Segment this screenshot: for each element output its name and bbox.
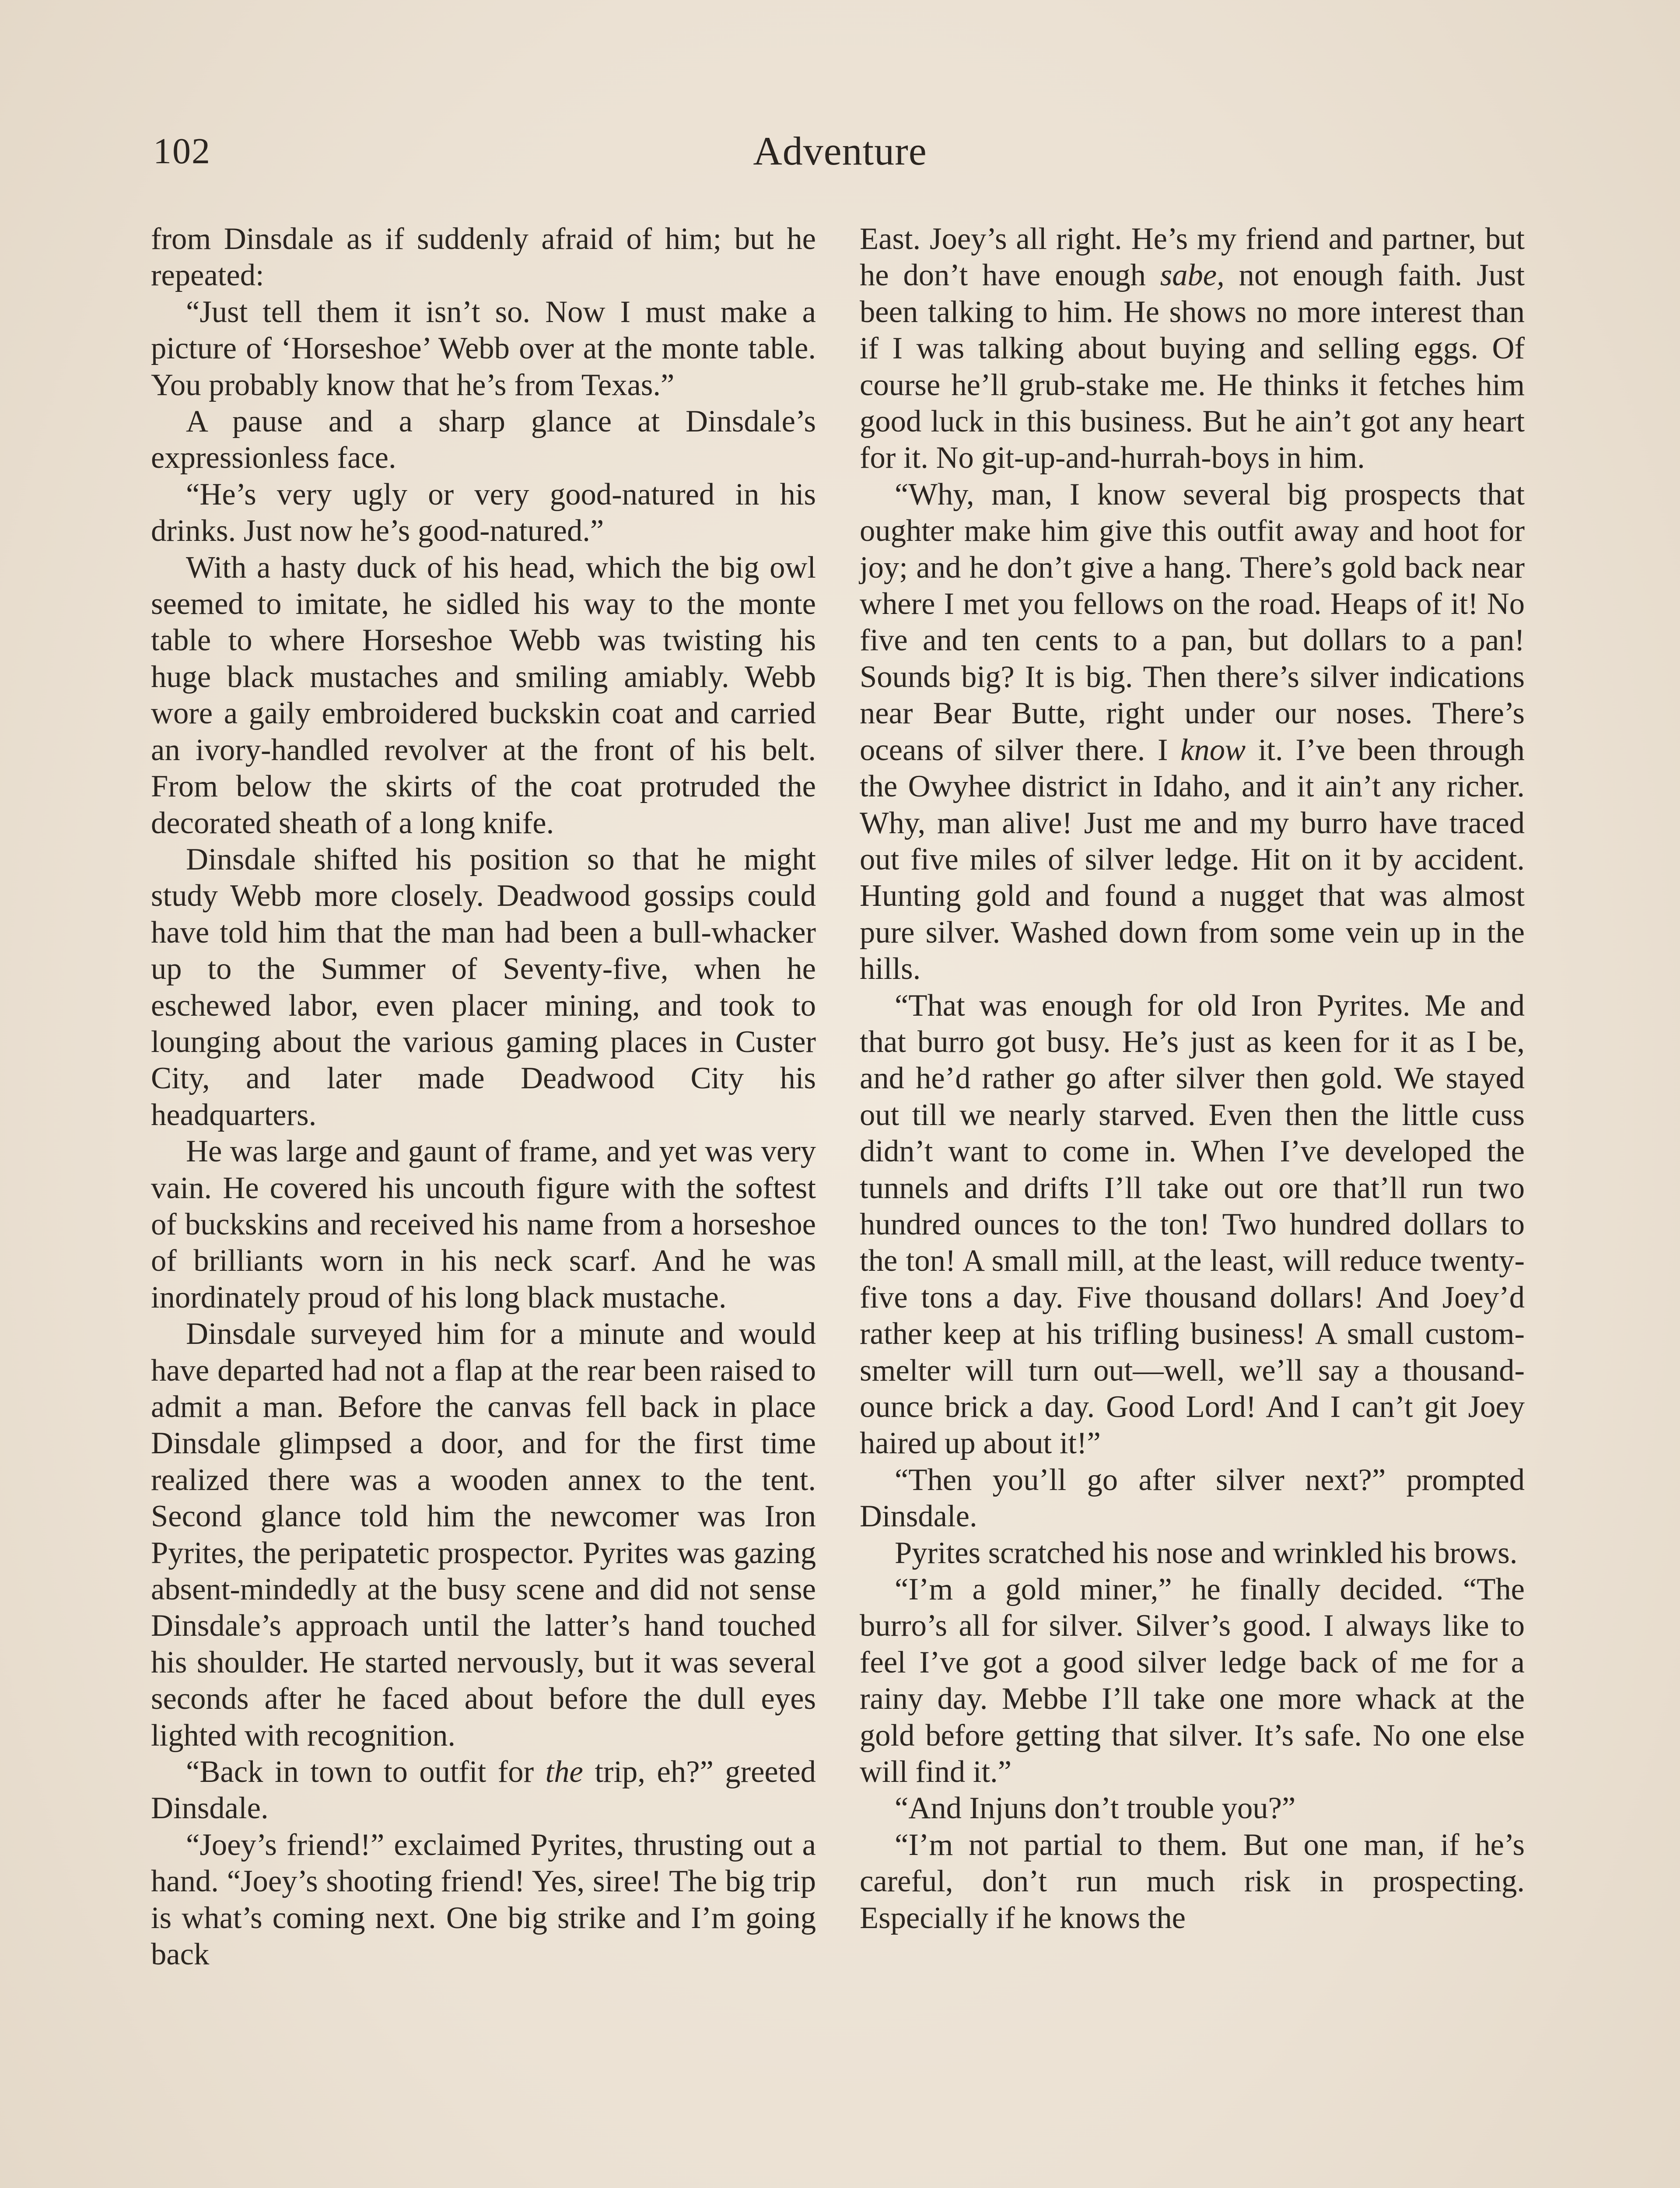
paragraph: [151, 1754, 816, 1827]
paragraph: With a hasty duck of his head, which the big owl seemed to imitate, he sidled his way to the monte table to where Horseshoe Webb was twisting his huge black mustaches and smiling amiably. Webb wore a gaily embroidered buckskin coat and carried an ivory-handled revolver at the front of his belt. From below the skirts of the coat protruded the decorated sheath of a long knife.: [151, 550, 816, 840]
paragraph: “I’m not partial to them. But one man, if he’s careful, don’t run much risk in prospecting. Especially if he knows the: [860, 1827, 1525, 1935]
text-run: it. I’ve been through the Owyhee district in Idaho, and it ain’t any richer. Why, man alive! Just me and my burro have traced out five miles of silver ledge. Hit on it by accident. Hunting gold and found a nugget that was almost pure silver. Washed down from some vein up in the hills.: [860, 733, 1525, 986]
paragraph: “Joey’s friend!” exclaimed Pyrites, thrusting out a hand. “Joey’s shooting friend! Yes, siree! The big trip is what’s coming next. One big strike and I’m going back: [151, 1827, 816, 1972]
left-column: [151, 221, 816, 1973]
italic-text: sabe,: [1160, 258, 1225, 293]
text-run: trip, eh?” greeted Dinsdale.: [151, 1755, 816, 1826]
page-number: 102: [153, 131, 211, 172]
paragraph: “Then you’ll go after silver next?” prompted Dinsdale.: [860, 1462, 1525, 1534]
paragraph: He was large and gaunt of frame, and yet was very vain. He covered his uncouth figure with the softest of buckskins and received his name from a horseshoe of brilliants worn in his neck scarf. And he was inordinately proud of his long black mustache.: [151, 1134, 816, 1315]
italic-text: the: [545, 1755, 583, 1789]
paragraph: “That was enough for old Iron Pyrites. Me and that burro got busy. He’s just as keen for it as I be, and he’d rather go after silver then gold. We stayed out till we nearly starved. Even then the little cuss didn’t want to come in. When I’ve developed the tunnels and drifts I’ll take out ore that’ll run two hundred ounces to the ton! Two hundred dollars to the ton! A small mill, at the least, will reduce twenty-five tons a day. Five thousand dollars! And Joey’d rather keep at his trifling business! A small custom-smelter will turn out—well, we’ll say a thousand-ounce brick a day. Good Lord! And I can’t git Joey haired up about it!”: [860, 988, 1525, 1461]
paragraph: [860, 221, 1525, 477]
paragraph: “And Injuns don’t trouble you?”: [895, 1791, 1296, 1826]
paragraph: Pyrites scratched his nose and wrinkled his brows.: [895, 1536, 1518, 1570]
text-run: East. Joey’s all right. He’s my friend and partner, but he don’t have enough: [860, 222, 1525, 293]
paragraph: from Dinsdale as if suddenly afraid of him; but he repeated:: [151, 222, 816, 293]
paragraph: “Just tell them it isn’t so. Now I must make a picture of ‘Horseshoe’ Webb over at the monte table. You probably know that he’s from Texas.”: [151, 295, 816, 402]
text-run: “Why, man, I know several big prospects that oughter make him give this outfit away and hoot for joy; and he don’t give a hang. There’s gold back near where I met you fellows on the road. Heaps of it! No five and ten cents to a pan, but dollars to a pan! Sounds big? It is big. Then there’s silver indications near Bear Butte, right under our noses. There’s oceans of silver there. I: [860, 477, 1525, 767]
paragraph: “I’m a gold miner,” he finally decided. “The burro’s all for silver. Silver’s good. I always like to feel I’ve got a good silver ledge back of me for a rainy day. Mebbe I’ll take one more whack at the gold before getting that silver. It’s safe. No one else will find it.”: [860, 1572, 1525, 1789]
paragraph: Dinsdale shifted his position so that he might study Webb more closely. Deadwood gossips could have told him that the man had been a bull-whacker up to the Summer of Seventy-five, when he eschewed labor, even placer mining, and took to lounging about the various gaming places in Custer City, and later made Deadwood City his headquarters.: [151, 842, 816, 1132]
italic-text: know: [1180, 733, 1246, 767]
text-run: not enough faith. Just been talking to him. He shows no more interest than if I was talking about buying and selling eggs. Of course he’ll grub-stake me. He thinks it fetches him good luck in this business. But he ain’t got any heart for it. No git-up-and-hurrah-boys in him.: [860, 258, 1525, 475]
running-head: Adventure: [753, 129, 927, 173]
paragraph: A pause and a sharp glance at Dinsdale’s expressionless face.: [151, 404, 816, 475]
right-column: [860, 221, 1525, 1936]
paragraph: “He’s very ugly or very good-natured in his drinks. Just now he’s good-natured.”: [151, 477, 816, 548]
paragraph: Dinsdale surveyed him for a minute and would have departed had not a flap at the rear been raised to admit a man. Before the canvas fell back in place Dinsdale glimpsed a door, and for the first time realized there was a wooden annex to the tent. Second glance told him the newcomer was Iron Pyrites, the peripatetic prospector. Pyrites was gazing absent-mindedly at the busy scene and did not sense Dinsdale’s approach until the latter’s hand touched his shoulder. He started nervously, but it was several seconds after he faced about before the dull eyes lighted with recognition.: [151, 1317, 816, 1753]
text-run: “Back in town to outfit for: [186, 1755, 546, 1789]
paragraph: [860, 477, 1525, 988]
